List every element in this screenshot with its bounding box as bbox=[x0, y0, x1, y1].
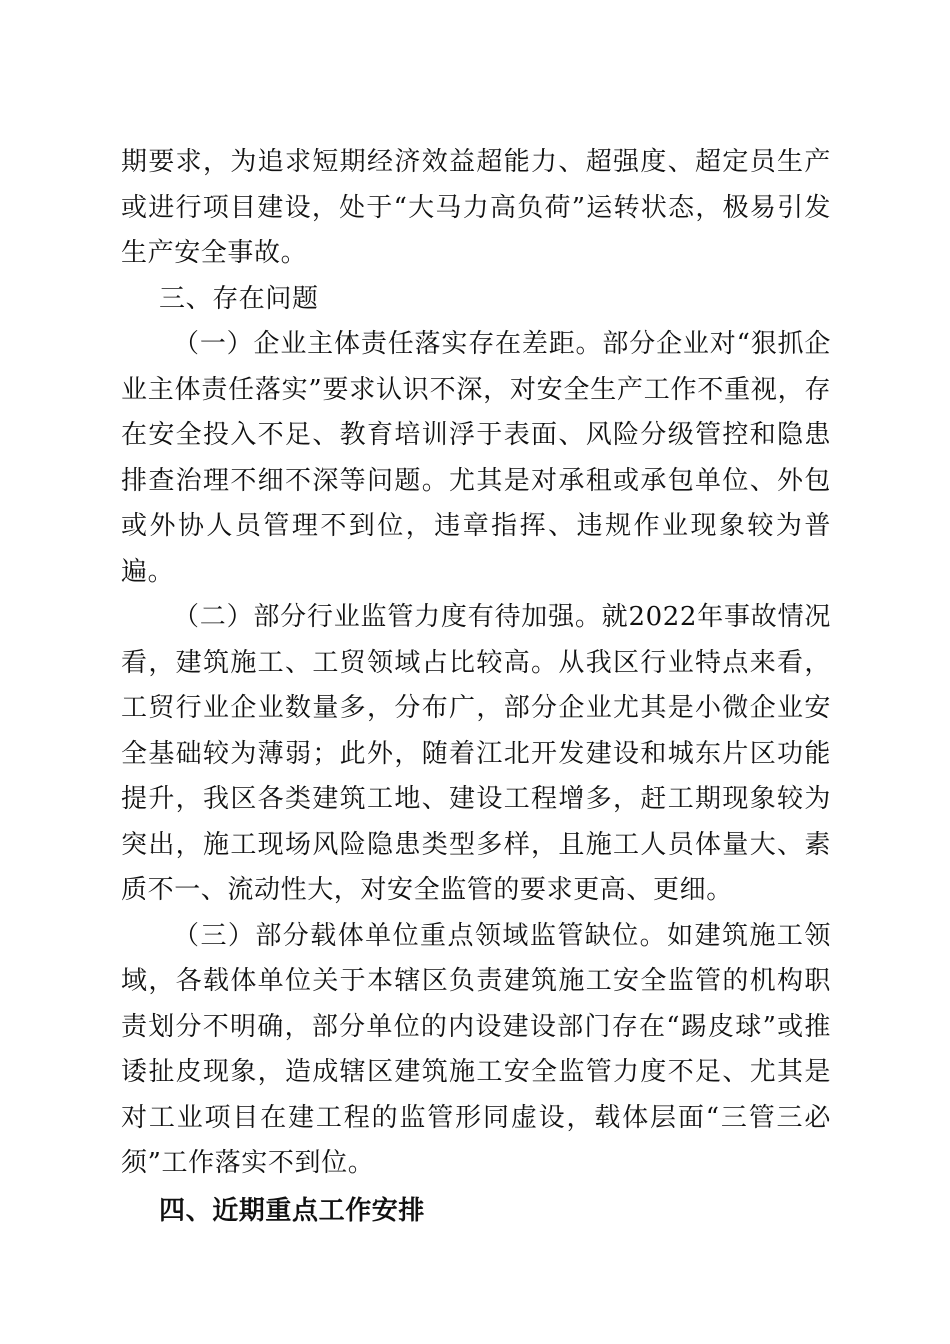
issue-paragraph-2 bbox=[121, 595, 831, 914]
issue-body-1: 部分企业对“狠抓企业主体责任落实”要求认识不深，对安全生产工作不重视，存在安全投入不足、教育培训浮于表面、风险分级管控和隐患排查治理不细不深等问题。尤其是对承租或承包单位、外包或外协人员管理不到位，违章指挥、违规作业现象较为普遍。 bbox=[121, 329, 831, 587]
section-4-heading: 四、近期重点工作安排 bbox=[159, 1195, 426, 1226]
continued-paragraph: 期要求，为追求短期经济效益超能力、超强度、超定员生产或进行项目建设，处于“大马力高负荷”运转状态，极易引发生产安全事故。 bbox=[121, 147, 831, 268]
issue-title-2: （二）部分行业监管力度有待加强。 bbox=[173, 602, 602, 632]
issue-body-3: 如建筑施工领域，各载体单位关于本辖区负责建筑施工安全监管的机构职责划分不明确，部分单位的内设建设部门存在“踢皮球”或推诿扯皮现象，造成辖区建筑施工安全监管力度不足、尤其是对工业项目在建工程的监管形同虚设，载体层面“三管三必须”工作落实不到位。 bbox=[121, 920, 831, 1178]
document-page bbox=[121, 140, 831, 1234]
issue-body-2: 就2022年事故情况看，建筑施工、工贸领域占比较高。从我区行业特点来看，工贸行业企业数量多，分布广，部分企业尤其是小微企业安全基础较为薄弱；此外，随着江北开发建设和城东片区功能提升，我区各类建筑工地、建设工程增多，赶工期现象较为突出，施工现场风险隐患类型多样，且施工人员体量大、素质不一、流动性大，对安全监管的要求更高、更细。 bbox=[121, 602, 831, 905]
issue-paragraph-3 bbox=[121, 914, 831, 1187]
issue-title-3: （三）部分载体单位重点领域监管缺位。 bbox=[173, 920, 668, 951]
issue-paragraph-1 bbox=[121, 322, 831, 595]
issue-title-1: （一）企业主体责任落实存在差距。 bbox=[173, 329, 603, 359]
section-3-heading: 三、存在问题 bbox=[159, 283, 319, 314]
